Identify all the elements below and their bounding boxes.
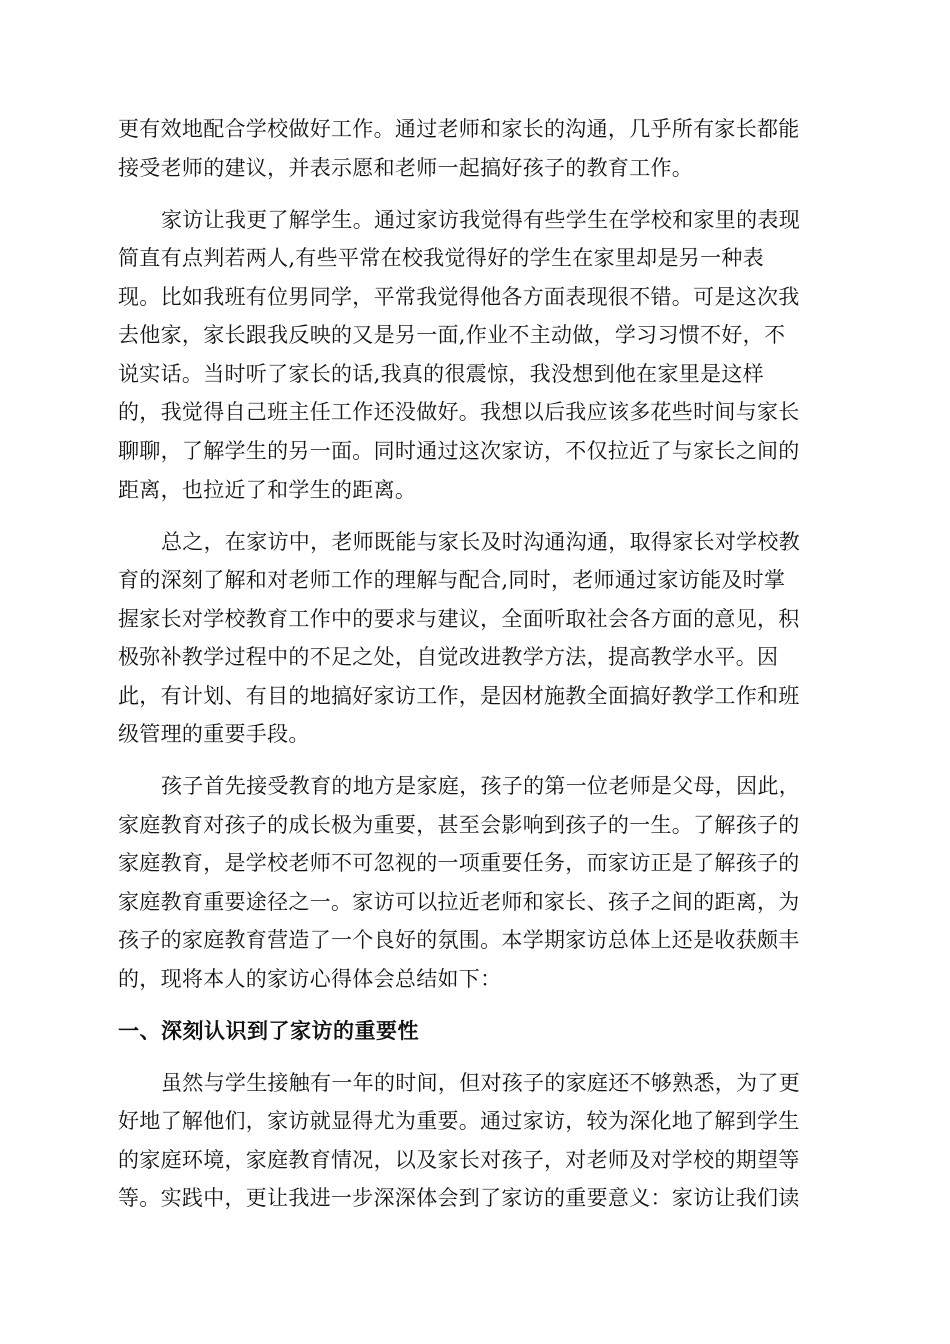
paragraph-2-line-2: 简直有点判若两人,有些平常在校我觉得好的学生在家里却是另一种表 (118, 246, 764, 270)
paragraph-5-line-1: 虽然与学生接触有一年的时间，但对孩子的家庭还不够熟悉，为了更 (161, 1071, 800, 1095)
paragraph-2-line-8: 距离，也拉近了和学生的距离。 (118, 478, 417, 502)
paragraph-3-line-2: 育的深刻了解和对老师工作的理解与配合,同时，老师通过家访能及时掌 (118, 568, 786, 592)
paragraph-3-line-4: 极弥补教学过程中的不足之处，自觉改进教学方法，提高教学水平。因 (118, 645, 779, 669)
paragraph-4-line-2: 家庭教育对孩子的成长极为重要，甚至会影响到孩子的一生。了解孩子的 (118, 813, 800, 837)
paragraph-5-line-2: 好地了解他们，家访就显得尤为重要。通过家访，较为深化地了解到学生 (118, 1109, 800, 1133)
paragraph-3-line-5: 此，有计划、有目的地搞好家访工作，是因材施教全面搞好教学工作和班 (118, 684, 800, 708)
paragraph-1-line-1: 更有效地配合学校做好工作。通过老师和家长的沟通，几乎所有家长都能 (118, 117, 800, 141)
paragraph-2-line-5: 说实话。当时听了家长的话,我真的很震惊，我没想到他在家里是这样 (118, 362, 764, 386)
paragraph-4-line-5: 孩子的家庭教育营造了一个良好的氛围。本学期家访总体上还是收获颇丰 (118, 928, 800, 952)
paragraph-2-line-3: 现。比如我班有位男同学，平常我觉得他各方面表现很不错。可是这次我 (118, 285, 800, 309)
paragraph-5-line-4: 等。实践中，更让我进一步深深体会到了家访的重要意义：家访让我们读 (118, 1186, 800, 1210)
section-heading: 一、深刻认识到了家访的重要性 (118, 1019, 419, 1043)
paragraph-4-line-3: 家庭教育，是学校老师不可忽视的一项重要任务，而家访正是了解孩子的 (118, 851, 800, 875)
paragraph-3-line-1: 总之，在家访中，老师既能与家长及时沟通沟通，取得家长对学校教 (161, 530, 800, 554)
paragraph-1-line-2: 接受老师的建议，并表示愿和老师一起搞好孩子的教育工作。 (118, 156, 694, 180)
paragraph-2-line-6: 的，我觉得自己班主任工作还没做好。我想以后我应该多花些时间与家长 (118, 400, 800, 424)
paragraph-3-line-3: 握家长对学校教育工作中的要求与建议，全面听取社会各方面的意见，积 (118, 607, 800, 631)
paragraph-4-line-6: 的，现将本人的家访心得体会总结如下： (118, 967, 502, 991)
paragraph-2-line-1: 家访让我更了解学生。通过家访我觉得有些学生在学校和家里的表现 (161, 208, 800, 232)
paragraph-5-line-3: 的家庭环境，家庭教育情况，以及家长对孩子，对老师及对学校的期望等 (118, 1148, 800, 1172)
paragraph-2-line-7: 聊聊，了解学生的另一面。同时通过这次家访，不仅拉近了与家长之间的 (118, 439, 800, 463)
paragraph-4-line-1: 孩子首先接受教育的地方是家庭，孩子的第一位老师是父母，因此， (161, 774, 800, 798)
paragraph-4-line-4: 家庭教育重要途径之一。家访可以拉近老师和家长、孩子之间的距离，为 (118, 890, 800, 914)
paragraph-2-line-4: 去他家，家长跟我反映的又是另一面,作业不主动做，学习习惯不好，不 (118, 323, 786, 347)
paragraph-3-line-6: 级管理的重要手段。 (118, 722, 310, 746)
